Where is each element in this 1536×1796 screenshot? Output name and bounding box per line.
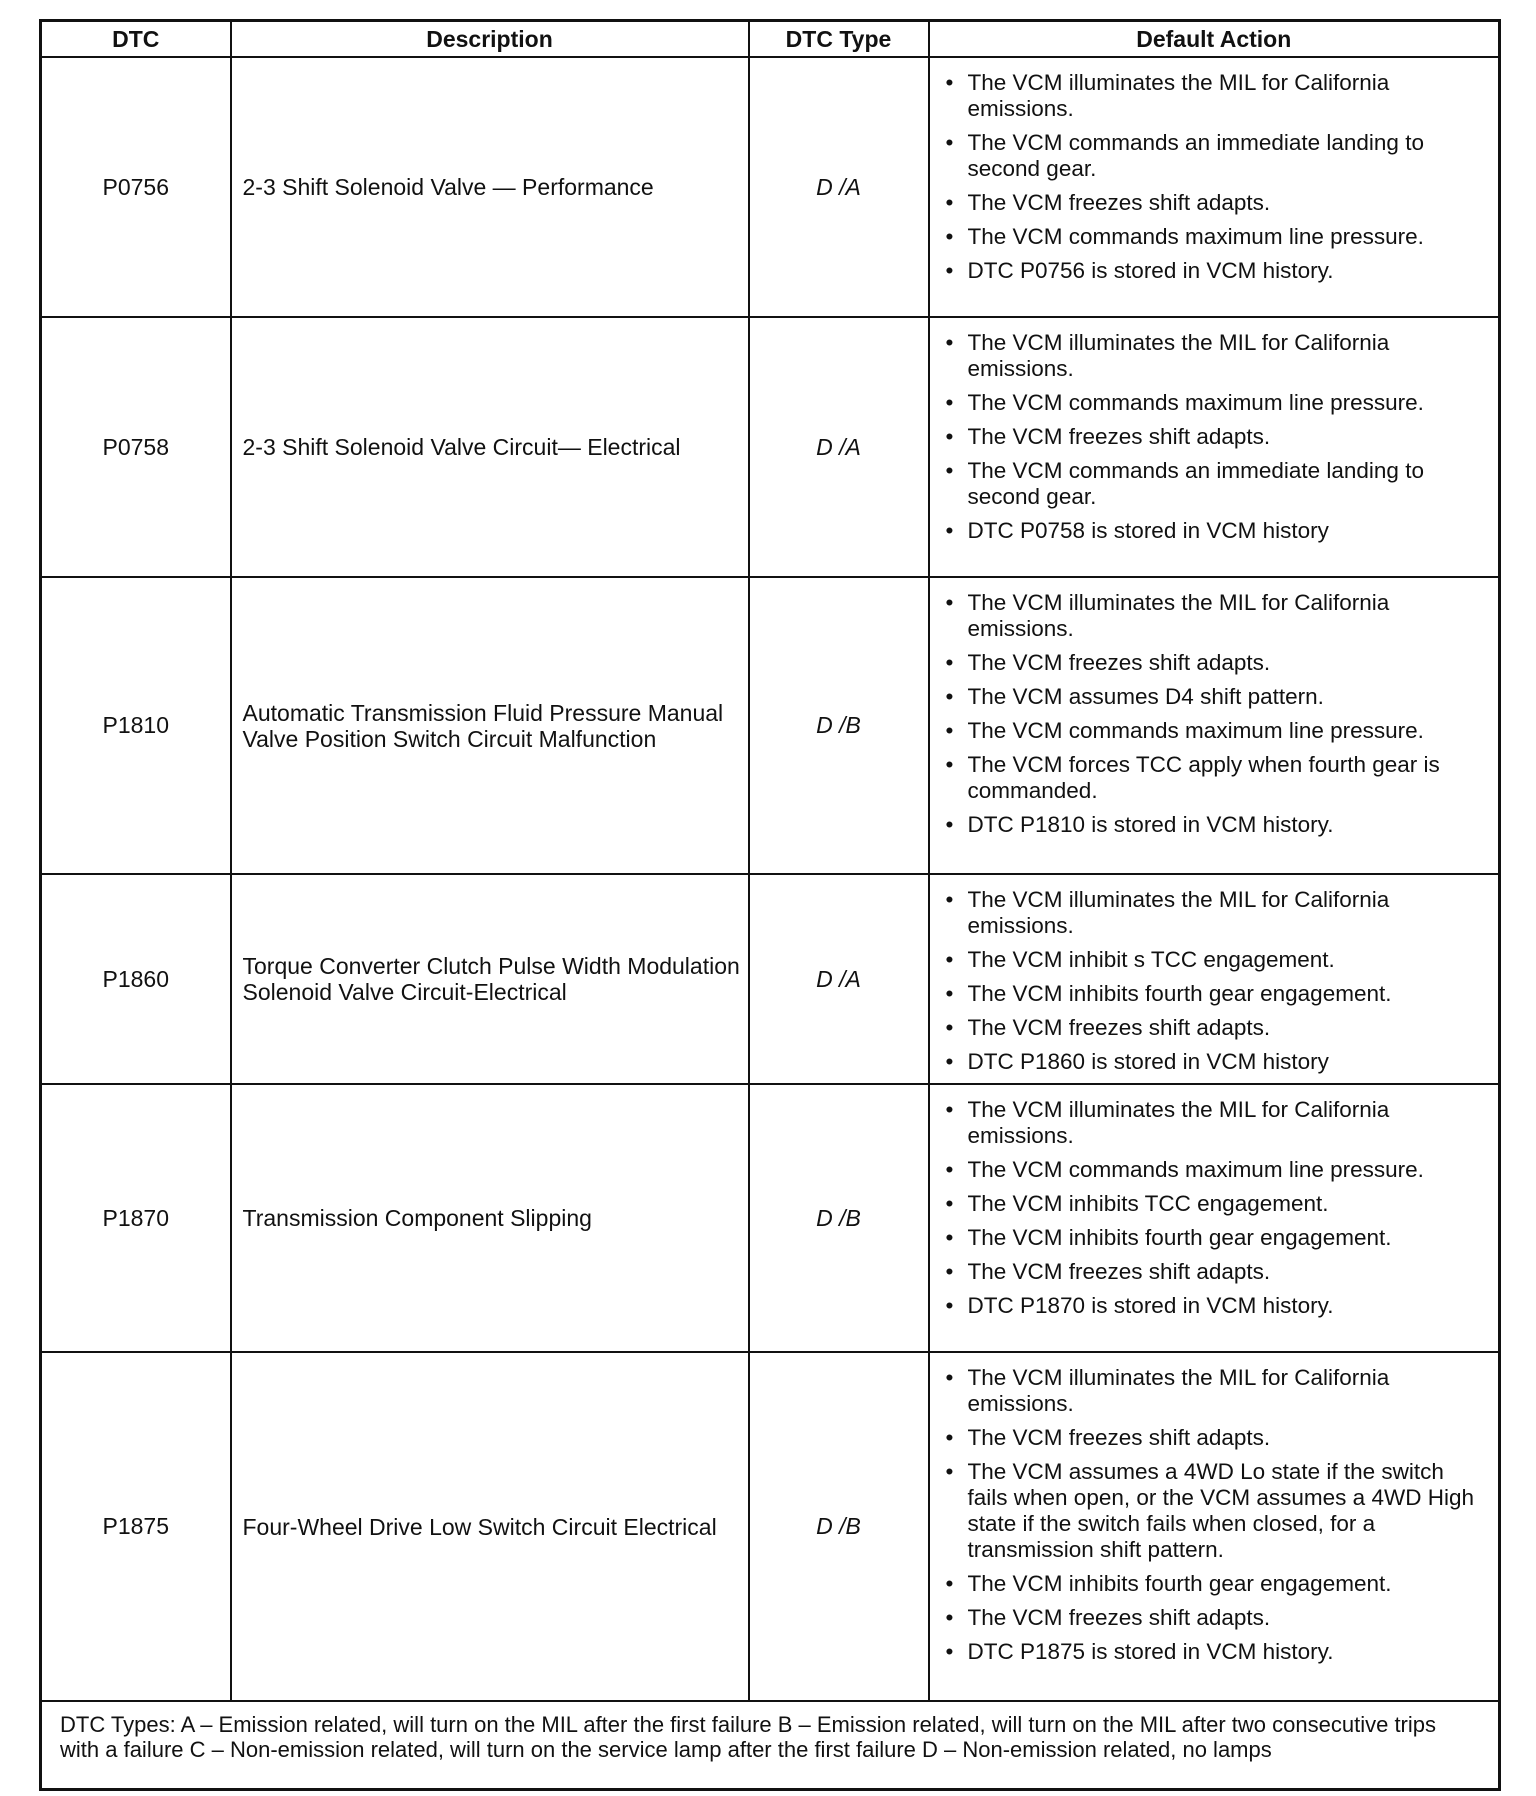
dtc-description: 2-3 Shift Solenoid Valve — Performance — [231, 57, 749, 317]
dtc-type: D /B — [749, 1084, 929, 1352]
table-row — [41, 57, 1500, 317]
dtc-type: D /A — [749, 317, 929, 577]
bullet-icon: • — [945, 1459, 954, 1484]
bullet-icon: • — [945, 1259, 954, 1284]
default-action-cell — [929, 1084, 1500, 1352]
header-dtc-type: DTC Type — [749, 21, 929, 58]
action-item — [940, 1571, 1491, 1597]
header-row — [41, 21, 1500, 58]
action-text: The VCM inhibits fourth gear engagement. — [967, 1571, 1392, 1596]
action-item — [940, 590, 1491, 642]
action-list — [940, 330, 1491, 544]
action-text: DTC P1860 is stored in VCM history — [967, 1049, 1329, 1074]
dtc-code: P1875 — [41, 1352, 231, 1701]
action-text: The VCM freezes shift adapts. — [967, 650, 1271, 675]
action-text: The VCM commands maximum line pressure. — [967, 390, 1424, 415]
action-list — [940, 590, 1491, 838]
table-row — [41, 1352, 1500, 1701]
header-default-action: Default Action — [929, 21, 1500, 58]
footnote-row — [41, 1701, 1500, 1789]
default-action-cell — [929, 317, 1500, 577]
action-item — [940, 390, 1491, 416]
action-text: The VCM illuminates the MIL for California emissions. — [967, 1365, 1390, 1416]
bullet-icon: • — [945, 330, 954, 355]
action-text: DTC P1870 is stored in VCM history. — [967, 1293, 1334, 1318]
bullet-icon: • — [945, 1015, 954, 1040]
bullet-icon: • — [945, 718, 954, 743]
dtc-type: D /A — [749, 874, 929, 1084]
bullet-icon: • — [945, 812, 954, 837]
dtc-types-footnote: DTC Types: A – Emission related, will turn on the MIL after the first failure B – Emission related, will turn on the MIL after two consecutive trips with a failure C – Non-emission related, will turn on the service lamp after the first failure D – Non-emission related, no lamps — [41, 1701, 1500, 1789]
default-action-cell — [929, 577, 1500, 874]
table-row — [41, 577, 1500, 874]
bullet-icon: • — [945, 258, 954, 283]
bullet-icon: • — [945, 1605, 954, 1630]
action-item — [940, 190, 1491, 216]
bullet-icon: • — [945, 752, 954, 777]
bullet-icon: • — [945, 650, 954, 675]
action-item — [940, 130, 1491, 182]
action-list — [940, 1097, 1491, 1319]
action-text: The VCM illuminates the MIL for California emissions. — [967, 1097, 1390, 1148]
bullet-icon: • — [945, 458, 954, 483]
bullet-icon: • — [945, 887, 954, 912]
dtc-description: Transmission Component Slipping — [231, 1084, 749, 1352]
bullet-icon: • — [945, 590, 954, 615]
action-item — [940, 1259, 1491, 1285]
action-text: The VCM illuminates the MIL for California emissions. — [967, 70, 1390, 121]
action-item — [940, 947, 1491, 973]
dtc-code: P0758 — [41, 317, 231, 577]
dtc-code: P1860 — [41, 874, 231, 1084]
bullet-icon: • — [945, 1293, 954, 1318]
dtc-table — [39, 19, 1501, 1791]
header-description: Description — [231, 21, 749, 58]
dtc-description: Four-Wheel Drive Low Switch Circuit Electrical — [231, 1352, 749, 1701]
bullet-icon: • — [945, 1639, 954, 1664]
action-item — [940, 1293, 1491, 1319]
action-text: The VCM inhibit s TCC engagement. — [967, 947, 1335, 972]
action-text: The VCM freezes shift adapts. — [967, 190, 1271, 215]
action-text: The VCM inhibits fourth gear engagement. — [967, 1225, 1392, 1250]
action-text: The VCM freezes shift adapts. — [967, 1605, 1271, 1630]
bullet-icon: • — [945, 1049, 954, 1074]
bullet-icon: • — [945, 1571, 954, 1596]
action-list — [940, 70, 1491, 284]
action-text: The VCM freezes shift adapts. — [967, 424, 1271, 449]
action-item — [940, 684, 1491, 710]
dtc-code: P0756 — [41, 57, 231, 317]
action-text: The VCM commands an immediate landing to second gear. — [967, 130, 1424, 181]
action-item — [940, 1639, 1491, 1665]
action-item — [940, 1097, 1491, 1149]
dtc-description: 2-3 Shift Solenoid Valve Circuit— Electrical — [231, 317, 749, 577]
bullet-icon: • — [945, 424, 954, 449]
bullet-icon: • — [945, 70, 954, 95]
action-text: The VCM assumes D4 shift pattern. — [967, 684, 1324, 709]
action-text: The VCM forces TCC apply when fourth gear is commanded. — [967, 752, 1440, 803]
action-item — [940, 1157, 1491, 1183]
bullet-icon: • — [945, 1365, 954, 1390]
action-item — [940, 1365, 1491, 1417]
action-item — [940, 887, 1491, 939]
dtc-description: Automatic Transmission Fluid Pressure Manual Valve Position Switch Circuit Malfunction — [231, 577, 749, 874]
bullet-icon: • — [945, 1191, 954, 1216]
action-list — [940, 1365, 1491, 1665]
action-item — [940, 224, 1491, 250]
action-item — [940, 424, 1491, 450]
action-text: The VCM illuminates the MIL for California emissions. — [967, 590, 1390, 641]
action-text: DTC P0756 is stored in VCM history. — [967, 258, 1334, 283]
bullet-icon: • — [945, 1097, 954, 1122]
action-text: The VCM illuminates the MIL for California emissions. — [967, 330, 1390, 381]
action-text: The VCM commands maximum line pressure. — [967, 224, 1424, 249]
action-item — [940, 258, 1491, 284]
action-text: The VCM commands maximum line pressure. — [967, 718, 1424, 743]
bullet-icon: • — [945, 981, 954, 1006]
dtc-type: D /B — [749, 577, 929, 874]
action-item — [940, 1015, 1491, 1041]
table-row — [41, 874, 1500, 1084]
bullet-icon: • — [945, 390, 954, 415]
header-dtc: DTC — [41, 21, 231, 58]
dtc-code: P1870 — [41, 1084, 231, 1352]
action-item — [940, 1425, 1491, 1451]
action-item — [940, 1459, 1491, 1563]
action-text: The VCM commands an immediate landing to second gear. — [967, 458, 1424, 509]
bullet-icon: • — [945, 224, 954, 249]
bullet-icon: • — [945, 1157, 954, 1182]
bullet-icon: • — [945, 947, 954, 972]
action-text: The VCM inhibits TCC engagement. — [967, 1191, 1329, 1216]
bullet-icon: • — [945, 190, 954, 215]
action-item — [940, 1605, 1491, 1631]
action-text: DTC P0758 is stored in VCM history — [967, 518, 1329, 543]
action-text: The VCM freezes shift adapts. — [967, 1425, 1271, 1450]
action-item — [940, 981, 1491, 1007]
action-item — [940, 1225, 1491, 1251]
bullet-icon: • — [945, 1225, 954, 1250]
default-action-cell — [929, 874, 1500, 1084]
bullet-icon: • — [945, 518, 954, 543]
action-text: DTC P1810 is stored in VCM history. — [967, 812, 1334, 837]
dtc-type: D /A — [749, 57, 929, 317]
action-text: The VCM assumes a 4WD Lo state if the switch fails when open, or the VCM assumes a 4WD High state if the switch fails when closed, for a transmission shift pattern. — [967, 1459, 1474, 1562]
action-item — [940, 1191, 1491, 1217]
table-row — [41, 1084, 1500, 1352]
action-text: The VCM freezes shift adapts. — [967, 1015, 1271, 1040]
table-row — [41, 317, 1500, 577]
dtc-description: Torque Converter Clutch Pulse Width Modulation Solenoid Valve Circuit-Electrical — [231, 874, 749, 1084]
default-action-cell — [929, 57, 1500, 317]
action-item — [940, 752, 1491, 804]
action-text: The VCM commands maximum line pressure. — [967, 1157, 1424, 1182]
action-text: The VCM freezes shift adapts. — [967, 1259, 1271, 1284]
bullet-icon: • — [945, 130, 954, 155]
action-text: The VCM illuminates the MIL for California emissions. — [967, 887, 1390, 938]
action-item — [940, 1049, 1491, 1075]
action-item — [940, 518, 1491, 544]
action-text: The VCM inhibits fourth gear engagement. — [967, 981, 1392, 1006]
action-item — [940, 650, 1491, 676]
action-item — [940, 70, 1491, 122]
bullet-icon: • — [945, 1425, 954, 1450]
action-list — [940, 887, 1491, 1075]
action-item — [940, 458, 1491, 510]
action-item — [940, 330, 1491, 382]
dtc-type: D /B — [749, 1352, 929, 1701]
dtc-code: P1810 — [41, 577, 231, 874]
bullet-icon: • — [945, 684, 954, 709]
action-text: DTC P1875 is stored in VCM history. — [967, 1639, 1334, 1664]
default-action-cell — [929, 1352, 1500, 1701]
action-item — [940, 812, 1491, 838]
action-item — [940, 718, 1491, 744]
